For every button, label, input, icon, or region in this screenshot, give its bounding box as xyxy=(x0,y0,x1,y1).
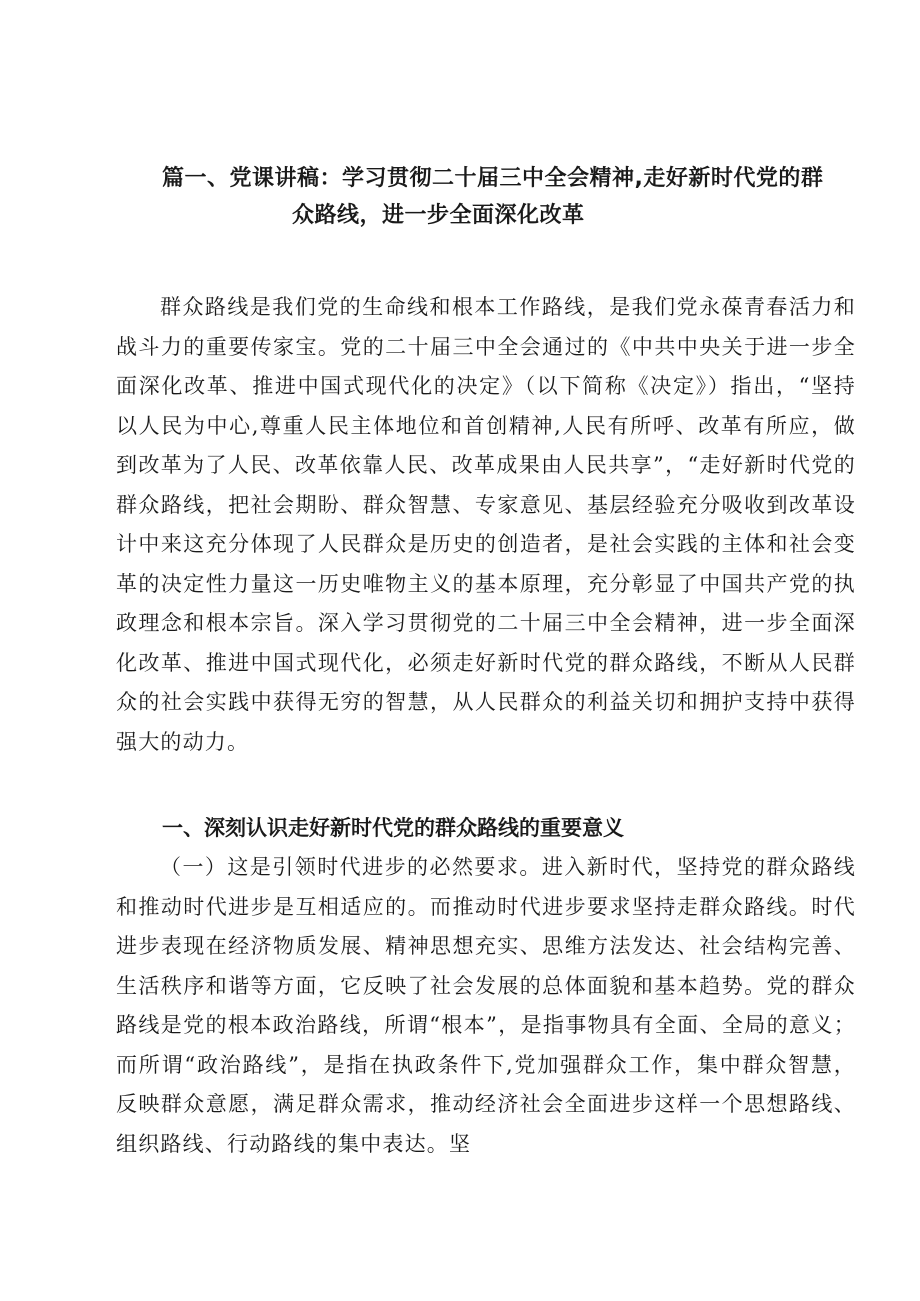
document-title-line-2: 众路线，进一步全面深化改革 xyxy=(292,203,585,228)
section-heading-1: 一、深刻认识走好新时代党的群众路线的重要意义 xyxy=(162,816,624,840)
document-title-line-1: 篇一、党课讲稿：学习贯彻二十届三中全会精神,走好新时代党的群 xyxy=(162,166,824,191)
section-1-paragraph-1: （一）这是引领时代进步的必然要求。进入新时代，坚持党的群众路线和推动时代进步是互相适应的。而推动时代进步要求坚持走群众路线。时代进步表现在经济物质发展、精神思想充实、思维方法发达、社会结构完善、生活秩序和谐等方面，它反映了社会发展的总体面貌和基本趋势。党的群众路线是党的根本政治路线，所谓“根本”，是指事物具有全面、全局的意义；而所谓“政治路线”，是指在执政条件下,党加强群众工作，集中群众智慧，反映群众意愿，满足群众需求，推动经济社会全面进步这样一个思想路线、组织路线、行动路线的集中表达。坚 xyxy=(116,855,856,1156)
intro-paragraph: 群众路线是我们党的生命线和根本工作路线，是我们党永葆青春活力和战斗力的重要传家宝。党的二十届三中全会通过的《中共中央关于进一步全面深化改革、推进中国式现代化的决定》（以下简称《决定》）指出，“坚持以人民为中心,尊重人民主体地位和首创精神,人民有所呼、改革有所应，做到改革为了人民、改革依靠人民、改革成果由人民共享”，“走好新时代党的群众路线，把社会期盼、群众智慧、专家意见、基层经验充分吸收到改革设计中来这充分体现了人民群众是历史的创造者，是社会实践的主体和社会变革的决定性力量这一历史唯物主义的基本原理，充分彰显了中国共产党的执政理念和根本宗旨。深入学习贯彻党的二十届三中全会精神，进一步全面深化改革、推进中国式现代化，必须走好新时代党的群众路线，不断从人民群众的社会实践中获得无穷的智慧，从人民群众的利益关切和拥护支持中获得强大的动力。 xyxy=(116,295,856,754)
